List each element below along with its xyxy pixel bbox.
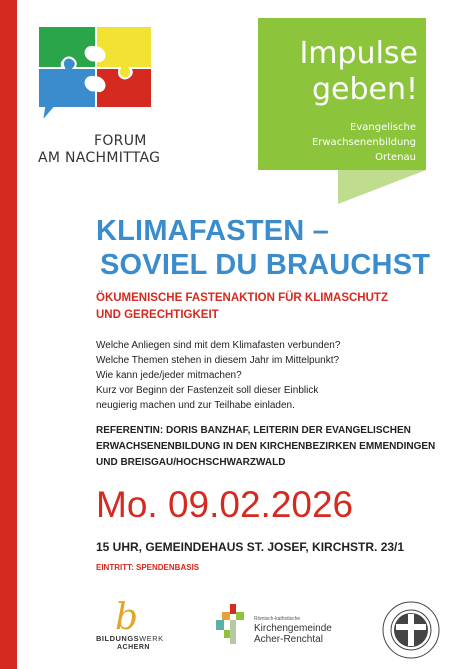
referent-line: ERWACHSENENBILDUNG IN DEN KIRCHENBEZIRKEN EMMENDINGEN <box>96 441 436 452</box>
event-date: Mo. 09.02.2026 <box>96 484 354 525</box>
event-time-location: 15 UHR, GEMEINDEHAUS ST. JOSEF, KIRCHSTR. 23/1 <box>96 540 405 554</box>
bildungswerk-city: ACHERN <box>117 644 150 651</box>
forum-title: FORUM <box>94 133 147 149</box>
event-description <box>96 338 446 413</box>
bildungswerk-b-mark: b <box>115 597 139 638</box>
description-line: Welche Themen stehen in diesem Jahr im Mittelpunkt? <box>96 355 340 366</box>
speech-tail-shape <box>338 170 426 204</box>
referent-line: REFERENTIN: DORIS BANZHAF, LEITERIN DER EVANGELISCHEN <box>96 425 411 436</box>
event-subtitle <box>96 290 446 324</box>
org-name-line2: Erwachsenenbildung <box>311 137 416 148</box>
kirchengemeinde-logo <box>216 604 346 654</box>
description-line: Kurz vor Beginn der Fastenzeit soll dieser Einblick <box>96 385 319 396</box>
event-title <box>96 214 430 282</box>
event-title-line2: SOVIEL DU BRAUCHST <box>100 249 431 281</box>
org-name-line1: Evangelische <box>350 122 416 133</box>
event-title-line1: KLIMAFASTEN – <box>96 215 329 247</box>
org-name-line3: Ortenau <box>375 152 416 163</box>
kirchengemeinde-name-line1: Kirchengemeinde <box>254 623 332 634</box>
description-line: Welche Anliegen sind mit dem Klimafasten verbunden? <box>96 340 341 351</box>
bildungswerk-name-bold: BILDUNGS <box>96 634 140 643</box>
bildungswerk-logo <box>96 598 176 656</box>
church-seal-icon <box>381 600 441 660</box>
bildungswerk-name <box>96 634 164 643</box>
event-subtitle-line1: ÖKUMENISCHE FASTENAKTION FÜR KLIMASCHUTZ <box>96 292 388 304</box>
cross-blocks-icon <box>216 604 248 644</box>
kirchengemeinde-type: Römisch-katholische <box>254 616 301 622</box>
description-line: Wie kann jede/jeder mitmachen? <box>96 370 242 381</box>
impulse-headline-line2: geben! <box>311 72 418 107</box>
impulse-headline <box>258 36 418 108</box>
kirchengemeinde-name-line2: Acher-Renchtal <box>254 634 323 645</box>
org-name <box>312 120 416 165</box>
impulse-box <box>258 18 426 170</box>
red-side-bar <box>0 0 17 669</box>
referent-line: UND BREISGAU/HOCHSCHWARZWALD <box>96 457 286 468</box>
forum-subtitle: AM NACHMITTAG <box>38 150 161 166</box>
puzzle-piece <box>38 58 96 122</box>
referent-info <box>96 423 456 471</box>
description-line: neugierig machen und zur Teilhabe einladen. <box>96 400 295 411</box>
puzzle-speech-bubble-logo <box>30 18 160 128</box>
event-subtitle-line2: UND GERECHTIGKEIT <box>96 309 219 321</box>
admission-info: EINTRITT: SPENDENBASIS <box>96 563 200 572</box>
kirchengemeinde-name <box>254 623 332 645</box>
bildungswerk-name-regular: WERK <box>139 634 164 643</box>
impulse-headline-line1: Impulse <box>299 36 418 71</box>
